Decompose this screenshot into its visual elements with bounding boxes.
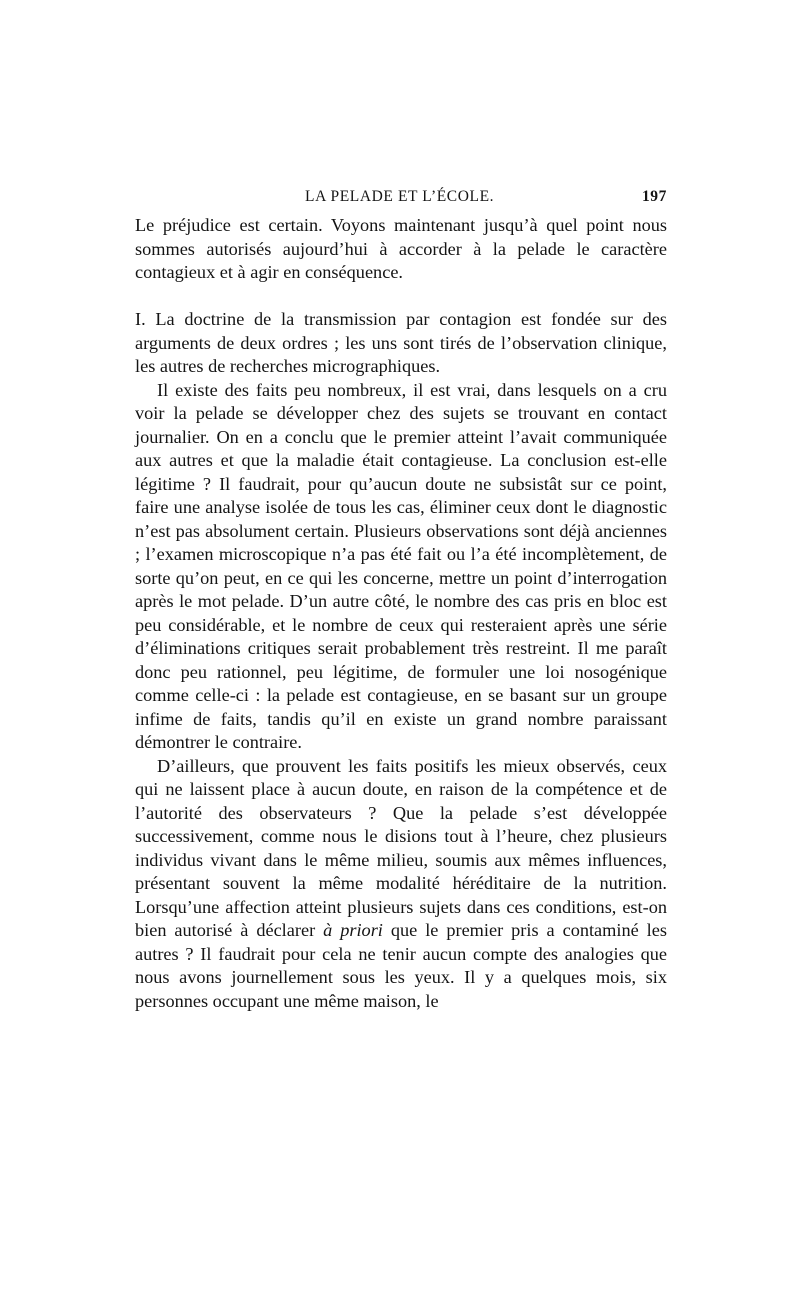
paragraph-positive-facts	[135, 755, 667, 1014]
running-head	[135, 188, 667, 214]
book-page	[135, 188, 667, 1013]
italic-a-priori: à priori	[323, 920, 383, 940]
page-number: 197	[641, 188, 667, 205]
body-text	[135, 214, 667, 1013]
paragraph-text-after: que le premier pris a contaminé les autres ? Il faudrait pour cela ne tenir aucun compte des analogies que nous avons journellement sous les yeux. Il y a quelques mois, six personnes occupant une même maison, le	[135, 920, 667, 1011]
running-head-title: LA PELADE ET L’ÉCOLE.	[305, 188, 495, 205]
paragraph-intro: Le préjudice est certain. Voyons maintenant jusqu’à quel point nous sommes autorisés aujourd’hui à accorder à la pelade le caractère contagieux et à agir en conséquence.	[135, 215, 667, 282]
paragraph-text-before: D’ailleurs, que prouvent les faits positifs les mieux observés, ceux qui ne laissent place à aucun doute, en raison de la compétence et de l’autorité des observateurs ? Que la pelade s’est développée successivement, comme nous le disions tout à l’heure, chez plusieurs individus vivant dans le même milieu, soumis aux mêmes influences, présentant souvent la même modalité héréditaire de la nutrition. Lorsqu’une affection atteint plusieurs sujets dans ces conditions, est-on bien autorisé à déclarer	[135, 755, 667, 940]
paragraph-section-one: I. La doctrine de la transmission par contagion est fondée sur des arguments de deux ordres ; les uns sont tirés de l’observation clinique, les autres de recherches micrographiques.	[135, 309, 667, 376]
paragraph-clinical-facts: Il existe des faits peu nombreux, il est vrai, dans lesquels on a cru voir la pelade se développer chez des sujets se trouvant en contact journalier. On en a conclu que le premier atteint l’avait communiquée aux autres et que la maladie était contagieuse. La conclusion est-elle légitime ? Il faudrait, pour qu’aucun doute ne subsistât sur ce point, faire une analyse isolée de tous les cas, éliminer ceux dont le diagnostic n’est pas absolument certain. Plusieurs observations sont déjà anciennes ; l’examen microscopique n’a pas été fait ou l’a été incomplètement, de sorte qu’on peut, en ce qui les concerne, mettre un point d’interrogation après le mot pelade. D’un autre côté, le nombre des cas pris en bloc est peu considérable, et le nombre de ceux qui resteraient après une série d’éliminations critiques serait probablement très restreint. Il me paraît donc peu rationnel, peu légitime, de formuler une loi nosogénique comme celle-ci : la pelade est contagieuse, en se basant sur un groupe infime de faits, tandis qu’il en existe un grand nombre paraissant démontrer le contraire.	[135, 379, 667, 752]
